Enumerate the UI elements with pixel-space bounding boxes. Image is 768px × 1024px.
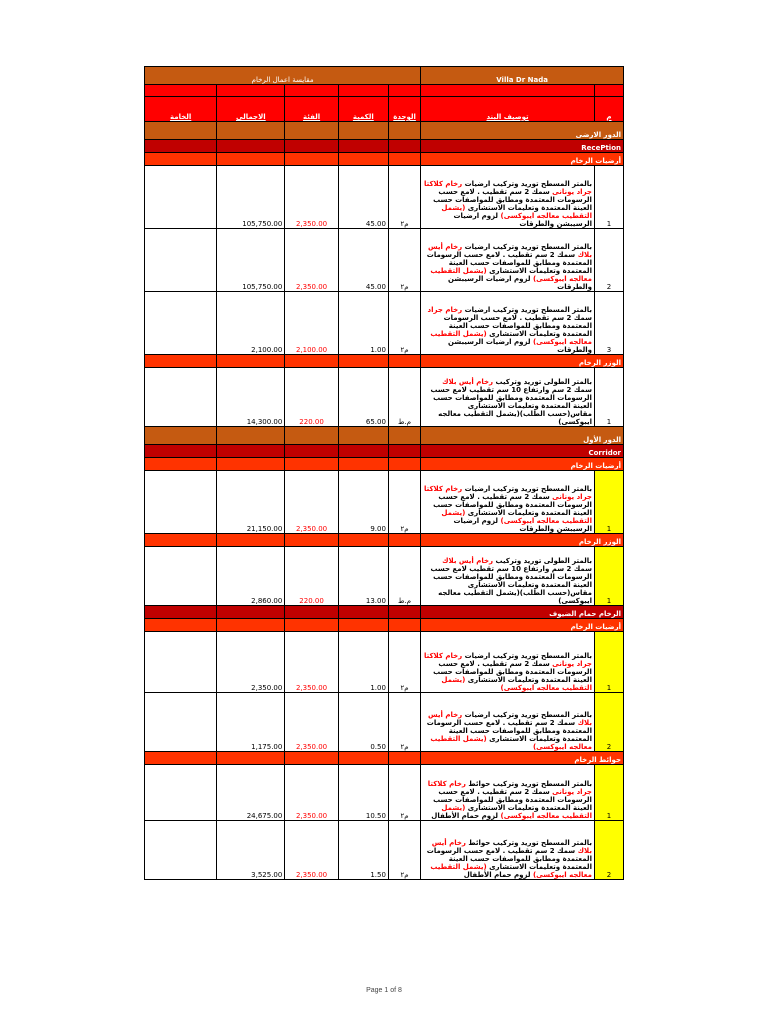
empty-cell <box>145 752 217 765</box>
unit-cell: م٢ <box>388 765 420 821</box>
item-row <box>145 292 624 355</box>
unit-cell: م٢ <box>388 471 420 534</box>
empty-cell <box>338 606 388 619</box>
description-cell <box>421 368 595 427</box>
unit-cell: م.ط <box>388 547 420 606</box>
description-text: سمك 2 سم تقطيب . لامع حسب الرسومات المعتمدة ومطابق للمواصفات حسب العينة المعتمدة وتعليمات الاستشارى <box>426 251 592 275</box>
empty-cell <box>145 140 217 153</box>
description-cell <box>421 471 595 534</box>
description-highlight: (يشمل التقطيب معالجه ايبوكسى) <box>430 267 592 283</box>
room-header-row <box>145 140 624 153</box>
description-cell <box>421 693 595 752</box>
material-cell <box>145 693 217 752</box>
empty-cell <box>388 140 420 153</box>
category-header-row <box>145 619 624 632</box>
empty-cell <box>285 140 338 153</box>
total-cell: 105,750.00 <box>217 166 285 229</box>
description-highlight: رخام أيس بلاك <box>427 243 592 259</box>
item-row <box>145 765 624 821</box>
empty-cell <box>285 427 338 445</box>
description-text: لزوم ارضيات الرسيبشن والطرقات <box>448 338 592 354</box>
unit-cell: م.ط <box>388 368 420 427</box>
description-text: سمك 2 سم تقطيب . لامع حسب الرسومات المعتمدة ومطابق للمواصفات حسب العينة المعتمدة وتعليمات الاستشارى <box>426 847 592 871</box>
header-total: الاجمالى <box>217 97 285 122</box>
item-row <box>145 547 624 606</box>
description-text: لزوم ارضيات الرسيبشن والطرقات <box>448 275 592 291</box>
unit-cell: م٢ <box>388 229 420 292</box>
empty-cell <box>285 445 338 458</box>
description-highlight: رخام كلاكتا جراد يونانى <box>423 652 592 668</box>
material-cell <box>145 765 217 821</box>
empty-cell <box>388 619 420 632</box>
material-cell <box>145 292 217 355</box>
header-number: م <box>594 97 623 122</box>
room-header-row <box>145 445 624 458</box>
description-text: سمك 2 سم تقطيب . لامع حسب الرسومات المعتمدة ومطابق للمواصفات حسب العينة المعتمدة وتعليمات الاستشارى <box>433 493 592 517</box>
description-text: بالمتر المسطح توريد وتركيب ارضيات <box>462 485 592 493</box>
description-text: بالمتر المسطح توريد وتركيب حوائط <box>465 780 592 788</box>
quantity-cell: 45.00 <box>338 229 388 292</box>
item-number: 1 <box>594 632 623 693</box>
project-name: Villa Dr Nada <box>421 67 624 85</box>
description-highlight: (يشمل التقطيب معالجه ايبوكسى) <box>430 863 592 879</box>
category-header-row <box>145 355 624 368</box>
empty-cell <box>217 752 285 765</box>
empty-cell <box>145 122 217 140</box>
empty-cell <box>217 140 285 153</box>
empty-cell <box>388 445 420 458</box>
empty-cell <box>285 534 338 547</box>
empty-cell <box>145 153 217 166</box>
description-text: سمك 2 سم تقطيب . لامع حسب الرسومات المعتمدة ومطابق للمواصفات حسب العينة المعتمدة وتعليمات الاستشارى <box>443 314 592 338</box>
room-label: Corridor <box>421 445 624 458</box>
item-row <box>145 166 624 229</box>
empty-cell <box>217 445 285 458</box>
empty-cell <box>145 427 217 445</box>
price-cell: 2,350.00 <box>285 693 338 752</box>
description-text: بالمتر المسطح توريد وتركيب ارضيات <box>462 180 592 188</box>
total-cell: 2,100.00 <box>217 292 285 355</box>
description-text: سمك 2 سم تقطيب . لامع حسب الرسومات المعتمدة ومطابق للمواصفات حسب العينة المعتمدة وتعليمات الاستشارى <box>433 660 592 684</box>
empty-cell <box>388 534 420 547</box>
description-text: سمك 2 سم وارتفاع 10 سم تقطيب لامع حسب الرسومات المعتمدة ومطابق للمواصفات حسب العينة المعتمدة وتعليمات الاستشارى مقاس(حسب الطلب)(يشمل التقطيب معالجه ايبوكسى) <box>430 386 592 426</box>
description-text: بالمتر المسطح توريد وتركيب ارضيات <box>462 243 592 251</box>
empty-cell <box>388 153 420 166</box>
material-cell <box>145 821 217 880</box>
empty-cell <box>145 355 217 368</box>
price-cell: 220.00 <box>285 547 338 606</box>
description-text: سمك 2 سم تقطيب . لامع حسب الرسومات المعتمدة ومطابق للمواصفات حسب العينة المعتمدة وتعليمات الاستشارى <box>433 788 592 812</box>
item-number: 1 <box>594 471 623 534</box>
material-cell <box>145 632 217 693</box>
item-number: 2 <box>594 821 623 880</box>
empty-cell <box>217 458 285 471</box>
description-highlight: رخام أيس بلاك <box>442 557 494 565</box>
category-label: أرضيات الرخام <box>421 153 624 166</box>
item-number: 2 <box>594 693 623 752</box>
quantity-cell: 9.00 <box>338 471 388 534</box>
price-cell: 2,350.00 <box>285 229 338 292</box>
description-highlight: (يشمل التقطيب معالجه ايبوكسى) <box>441 676 592 692</box>
boq-table <box>144 66 624 880</box>
empty-cell <box>145 606 217 619</box>
category-header-row <box>145 534 624 547</box>
item-row <box>145 229 624 292</box>
price-cell: 2,350.00 <box>285 166 338 229</box>
total-cell: 105,750.00 <box>217 229 285 292</box>
unit-cell: م٢ <box>388 292 420 355</box>
description-highlight: رخام أيس بلاك <box>431 839 592 855</box>
empty-cell <box>338 445 388 458</box>
empty-cell <box>217 122 285 140</box>
room-label: الرخام حمام الضيوف <box>421 606 624 619</box>
item-number: 3 <box>594 292 623 355</box>
price-cell: 220.00 <box>285 368 338 427</box>
quantity-cell: 0.50 <box>338 693 388 752</box>
header-price: الفئة <box>285 97 338 122</box>
description-text: سمك 2 سم تقطيب . لامع حسب الرسومات المعتمدة ومطابق للمواصفات حسب العينة المعتمدة وتعليمات الاستشارى <box>426 719 592 743</box>
material-cell <box>145 166 217 229</box>
total-cell: 24,675.00 <box>217 765 285 821</box>
item-number: 1 <box>594 368 623 427</box>
description-cell <box>421 821 595 880</box>
description-text: لزوم حمام الأطفال <box>431 812 501 820</box>
empty-cell <box>338 619 388 632</box>
item-number: 1 <box>594 765 623 821</box>
column-header-row <box>145 97 624 122</box>
description-highlight: رخام أيس بلاك <box>442 378 494 386</box>
item-row <box>145 471 624 534</box>
empty-cell <box>338 534 388 547</box>
total-cell: 14,300.00 <box>217 368 285 427</box>
floor-header-row <box>145 427 624 445</box>
price-cell: 2,350.00 <box>285 471 338 534</box>
quantity-cell: 1.00 <box>338 292 388 355</box>
price-cell: 2,100.00 <box>285 292 338 355</box>
category-label: حوائط الرخام <box>421 752 624 765</box>
unit-cell: م٢ <box>388 693 420 752</box>
unit-cell: م٢ <box>388 166 420 229</box>
description-cell <box>421 292 595 355</box>
empty-cell <box>338 427 388 445</box>
total-cell: 2,860.00 <box>217 547 285 606</box>
floor-label: الدور الارضى <box>421 122 624 140</box>
description-text: لزوم ارضيات الرسيبشن والطرقات <box>453 517 592 533</box>
item-row <box>145 693 624 752</box>
item-row <box>145 821 624 880</box>
item-row <box>145 368 624 427</box>
quantity-cell: 13.00 <box>338 547 388 606</box>
empty-cell <box>217 619 285 632</box>
empty-cell <box>285 355 338 368</box>
total-cell: 1,175.00 <box>217 693 285 752</box>
empty-cell <box>217 427 285 445</box>
empty-cell <box>217 534 285 547</box>
header-quantity: الكمية <box>338 97 388 122</box>
description-highlight: (يشمل التقطيب معالجه ايبوكسى) <box>441 509 592 525</box>
empty-cell <box>388 458 420 471</box>
description-cell <box>421 547 595 606</box>
empty-cell <box>285 752 338 765</box>
floor-label: الدور الأول <box>421 427 624 445</box>
room-header-row <box>145 606 624 619</box>
description-text: سمك 2 سم وارتفاع 10 سم تقطيب لامع حسب الرسومات المعتمدة ومطابق للمواصفات حسب العينة المعتمدة وتعليمات الاستشارى مقاس(حسب الطلب)(يشمل التقطيب معالجه ايبوكسى) <box>430 565 592 605</box>
empty-cell <box>388 122 420 140</box>
description-highlight: رخام كلاكتا جراد يونانى <box>423 485 592 501</box>
description-text: بالمتر المسطح توريد وتركيب حوائط <box>465 839 592 847</box>
description-text: بالمتر المسطح توريد وتركيب ارضيات <box>462 652 592 660</box>
category-label: أرضيات الرخام <box>421 619 624 632</box>
empty-cell <box>388 427 420 445</box>
empty-cell <box>338 140 388 153</box>
empty-cell <box>285 619 338 632</box>
description-highlight: (يشمل التقطيب معالجه ايبوكسى) <box>430 330 592 346</box>
category-header-row <box>145 458 624 471</box>
empty-cell <box>285 606 338 619</box>
category-label: أرضيات الرخام <box>421 458 624 471</box>
empty-cell <box>217 606 285 619</box>
empty-cell <box>388 752 420 765</box>
header-material: الخامة <box>145 97 217 122</box>
description-highlight: رخام كلاكتا جراد يونانى <box>423 180 592 196</box>
price-cell: 2,350.00 <box>285 821 338 880</box>
empty-cell <box>145 445 217 458</box>
empty-cell <box>145 458 217 471</box>
description-highlight: رخام جراد <box>427 306 463 314</box>
description-text: لزوم حمام الأطفال <box>463 871 533 879</box>
description-text: بالمتر المسطح توريد وتركيب ارضيات <box>462 711 592 719</box>
unit-cell: م٢ <box>388 632 420 693</box>
total-cell: 21,150.00 <box>217 471 285 534</box>
title-row <box>145 67 624 85</box>
description-cell <box>421 229 595 292</box>
empty-cell <box>285 122 338 140</box>
price-cell: 2,350.00 <box>285 632 338 693</box>
description-highlight: (يشمل التقطيب معالجه ايبوكسى) <box>430 735 592 751</box>
header-unit: الوحدة <box>388 97 420 122</box>
description-highlight: رخام أيس بلاك <box>427 711 592 727</box>
quantity-cell: 65.00 <box>338 368 388 427</box>
empty-cell <box>285 153 338 166</box>
description-cell <box>421 765 595 821</box>
empty-cell <box>338 752 388 765</box>
unit-cell: م٢ <box>388 821 420 880</box>
empty-cell <box>338 355 388 368</box>
description-cell <box>421 632 595 693</box>
category-label: الوزر الرخام <box>421 355 624 368</box>
room-label: RecePtion <box>421 140 624 153</box>
description-text: بالمتر المسطح توريد وتركيب ارضيات <box>462 306 592 314</box>
total-cell: 3,525.00 <box>217 821 285 880</box>
item-row <box>145 632 624 693</box>
item-number: 1 <box>594 166 623 229</box>
quantity-cell: 1.00 <box>338 632 388 693</box>
description-text: بالمتر الطولى توريد وتركيب <box>493 557 592 565</box>
empty-cell <box>338 153 388 166</box>
empty-cell <box>145 619 217 632</box>
header-description: توصيف البند <box>421 97 595 122</box>
floor-header-row <box>145 122 624 140</box>
material-cell <box>145 368 217 427</box>
total-cell: 2,350.00 <box>217 632 285 693</box>
description-highlight: (يشمل التقطيب معالجه ايبوكسى) <box>441 204 592 220</box>
item-number: 1 <box>594 547 623 606</box>
description-text: لزوم ارضيات الرسيبشن والطرقات <box>453 212 592 228</box>
category-label: الوزر الرخام <box>421 534 624 547</box>
item-number: 2 <box>594 229 623 292</box>
description-text: سمك 2 سم تقطيب . لامع حسب الرسومات المعتمدة ومطابق للمواصفات حسب العينة المعتمدة وتعليمات الاستشارى <box>433 188 592 212</box>
quantity-cell: 1.50 <box>338 821 388 880</box>
empty-cell <box>285 458 338 471</box>
sheet-title: مقايسة اعمال الرخام <box>145 67 421 85</box>
quantity-cell: 10.50 <box>338 765 388 821</box>
empty-cell <box>388 606 420 619</box>
empty-cell <box>388 355 420 368</box>
empty-cell <box>145 534 217 547</box>
empty-cell <box>338 122 388 140</box>
category-header-row <box>145 153 624 166</box>
description-highlight: (يشمل التقطيب معالجه ايبوكسى) <box>441 804 592 820</box>
empty-cell <box>338 458 388 471</box>
material-cell <box>145 471 217 534</box>
page-footer: Page 1 of 8 <box>366 987 402 994</box>
material-cell <box>145 229 217 292</box>
empty-cell <box>217 153 285 166</box>
quantity-cell: 45.00 <box>338 166 388 229</box>
price-cell: 2,350.00 <box>285 765 338 821</box>
material-cell <box>145 547 217 606</box>
empty-cell <box>217 355 285 368</box>
description-text: بالمتر الطولى توريد وتركيب <box>493 378 592 386</box>
spacer-row <box>145 85 624 97</box>
category-header-row <box>145 752 624 765</box>
description-highlight: رخام كلاكتا جراد يونانى <box>427 780 592 796</box>
description-cell <box>421 166 595 229</box>
